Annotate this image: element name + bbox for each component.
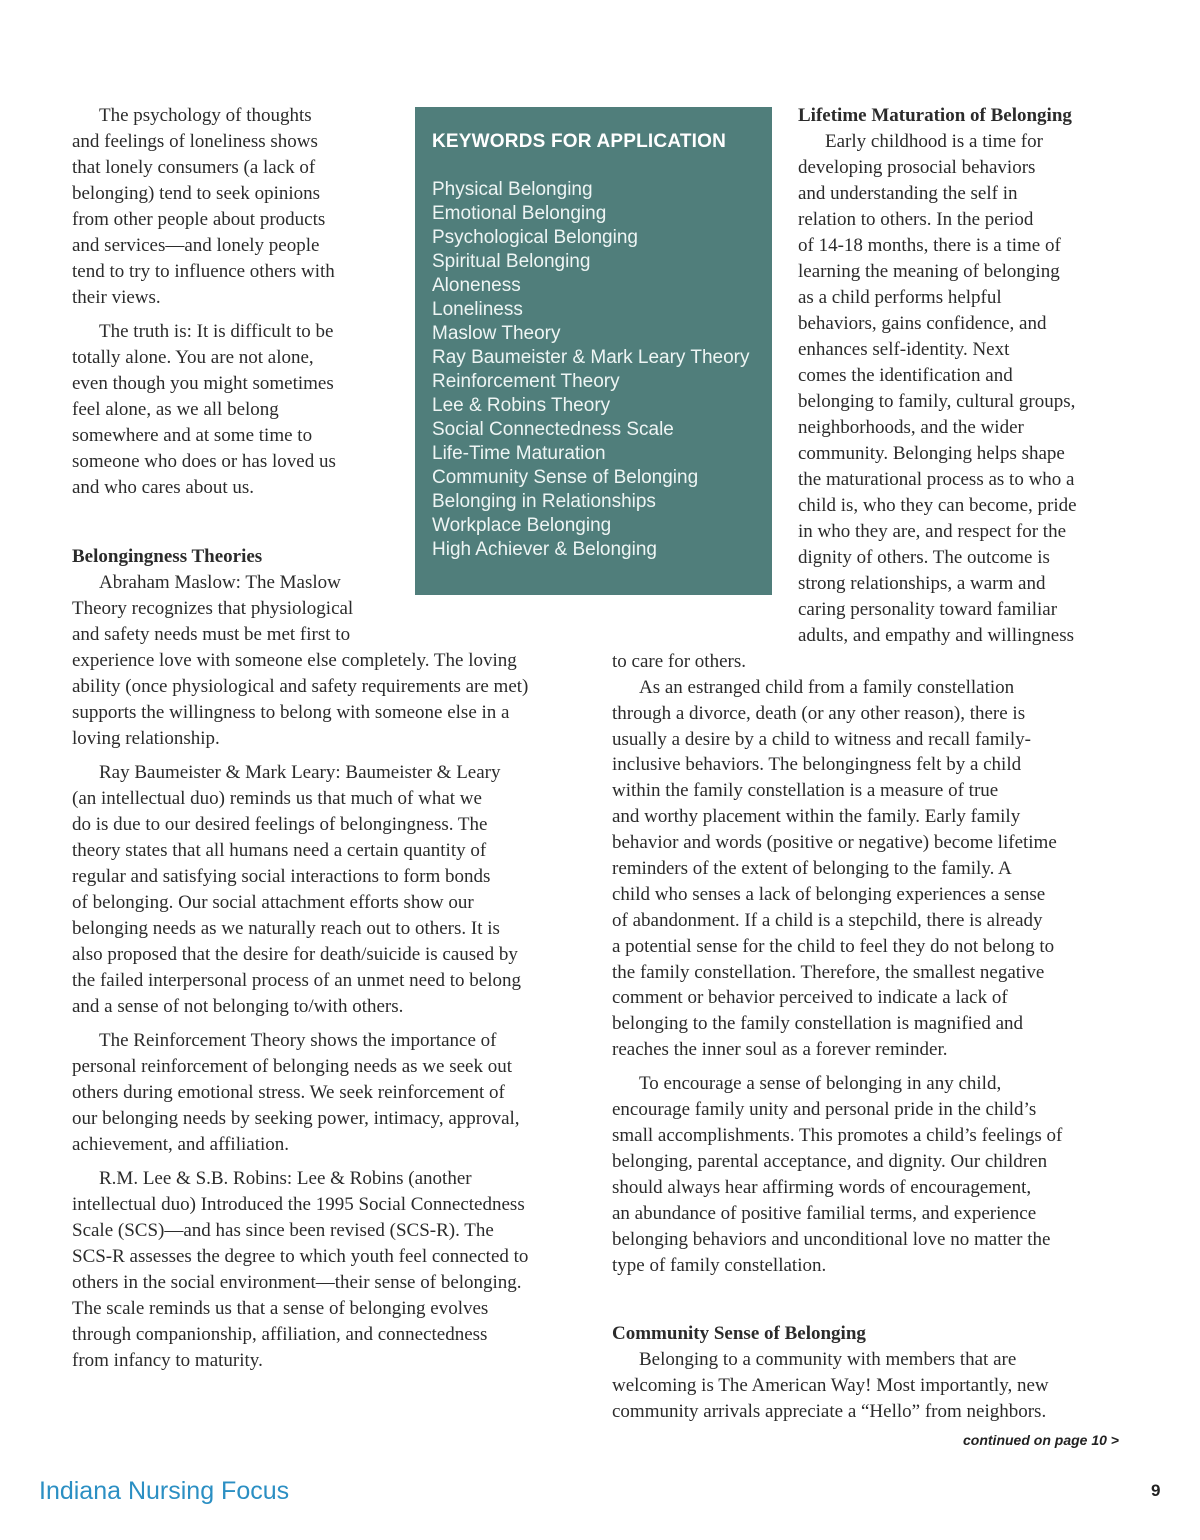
text-line: should always hear affirming words of encouragement,: [612, 1177, 1032, 1198]
text-line: of 14-18 months, there is a time of: [798, 235, 1061, 256]
text-line: enhances self-identity. Next: [798, 339, 1010, 360]
text-line: their views.: [72, 287, 161, 308]
text-line: achievement, and affiliation.: [72, 1134, 290, 1155]
text-line: in who they are, and respect for the: [798, 521, 1067, 542]
text-line: The Reinforcement Theory shows the importance of: [99, 1030, 497, 1051]
text-line: The psychology of thoughts: [99, 105, 312, 126]
keyword-item: Spiritual Belonging: [432, 251, 591, 272]
keyword-item: Maslow Theory: [432, 323, 561, 344]
text-line: (an intellectual duo) reminds us that much of what we: [72, 788, 482, 809]
text-line: loving relationship.: [72, 728, 220, 749]
text-line: also proposed that the desire for death/suicide is caused by: [72, 944, 518, 965]
text-line: and feelings of loneliness shows: [72, 131, 318, 152]
text-line: reaches the inner soul as a forever reminder.: [612, 1039, 948, 1060]
keywords-sidebar: [415, 107, 772, 595]
section-heading-belongingness-theories: Belongingness Theories: [72, 546, 263, 567]
text-line: intellectual duo) Introduced the 1995 Social Connectedness: [72, 1194, 525, 1215]
text-line: neighborhoods, and the wider: [798, 417, 1024, 438]
keyword-item: Psychological Belonging: [432, 227, 638, 248]
keyword-item: Loneliness: [432, 299, 523, 320]
text-line: adults, and empathy and willingness: [798, 625, 1074, 646]
text-line: belonging needs as we naturally reach out to others. It is: [72, 918, 500, 939]
text-line: supports the willingness to belong with someone else in a: [72, 702, 510, 723]
text-line: Ray Baumeister & Mark Leary: Baumeister & Leary: [99, 762, 501, 783]
text-line: someone who does or has loved us: [72, 451, 336, 472]
text-line: the family constellation. Therefore, the smallest negative: [612, 962, 1045, 983]
keyword-item: Workplace Belonging: [432, 515, 612, 536]
text-line: somewhere and at some time to: [72, 425, 313, 446]
text-line: others in the social environment—their sense of belonging.: [72, 1272, 522, 1293]
text-line: experience love with someone else completely. The loving: [72, 650, 517, 671]
keyword-item: Physical Belonging: [432, 179, 593, 200]
text-line: R.M. Lee & S.B. Robins: Lee & Robins (another: [99, 1168, 472, 1189]
text-line: belonging, parental acceptance, and dignity. Our children: [612, 1151, 1048, 1172]
text-line: through a divorce, death (or any other reason), there is: [612, 703, 1026, 724]
text-line: inclusive behaviors. The belongingness felt by a child: [612, 754, 1022, 775]
text-line: the maturational process as to who a: [798, 469, 1075, 490]
text-line: that lonely consumers (a lack of: [72, 157, 316, 178]
text-line: from infancy to maturity.: [72, 1350, 263, 1371]
text-line: relation to others. In the period: [798, 209, 1034, 230]
keyword-item: Social Connectedness Scale: [432, 419, 674, 440]
keyword-item: High Achiever & Belonging: [432, 539, 657, 560]
text-line: reminders of the extent of belonging to the family. A: [612, 858, 1012, 879]
publication-title: Indiana Nursing Focus: [39, 1477, 290, 1505]
text-line: comment or behavior perceived to indicate a lack of: [612, 987, 1008, 1008]
text-line: welcoming is The American Way! Most importantly, new: [612, 1375, 1049, 1396]
keyword-item: Community Sense of Belonging: [432, 467, 699, 488]
keyword-item: Ray Baumeister & Mark Leary Theory: [432, 347, 750, 368]
text-line: totally alone. You are not alone,: [72, 347, 314, 368]
text-line: as a child performs helpful: [798, 287, 1002, 308]
text-line: and worthy placement within the family. Early family: [612, 806, 1021, 827]
text-line: theory states that all humans need a certain quantity of: [72, 840, 487, 861]
text-line: Abraham Maslow: The Maslow: [99, 572, 341, 593]
text-line: personal reinforcement of belonging needs as we seek out: [72, 1056, 513, 1077]
keyword-item: Lee & Robins Theory: [432, 395, 611, 416]
keyword-item: Aloneness: [432, 275, 521, 296]
text-line: Early childhood is a time for: [825, 131, 1043, 152]
text-line: Theory recognizes that physiological: [72, 598, 354, 619]
text-line: within the family constellation is a measure of true: [612, 780, 999, 801]
text-line: As an estranged child from a family constellation: [639, 677, 1015, 698]
text-line: an abundance of positive familial terms, and experience: [612, 1203, 1037, 1224]
text-line: and understanding the self in: [798, 183, 1018, 204]
text-line: strong relationships, a warm and: [798, 573, 1046, 594]
keyword-item: Belonging in Relationships: [432, 491, 656, 512]
text-line: of belonging. Our social attachment efforts show our: [72, 892, 474, 913]
text-line: feel alone, as we all belong: [72, 399, 279, 420]
text-line: to care for others.: [612, 651, 746, 672]
text-line: To encourage a sense of belonging in any child,: [639, 1073, 1002, 1094]
text-line: community. Belonging helps shape: [798, 443, 1065, 464]
text-line: community arrivals appreciate a “Hello” from neighbors.: [612, 1401, 1047, 1422]
text-line: type of family constellation.: [612, 1255, 827, 1276]
text-line: child is, who they can become, pride: [798, 495, 1077, 516]
text-line: SCS-R assesses the degree to which youth feel connected to: [72, 1246, 529, 1267]
text-line: belonging) tend to seek opinions: [72, 183, 321, 204]
text-line: dignity of others. The outcome is: [798, 547, 1050, 568]
text-line: behaviors, gains confidence, and: [798, 313, 1047, 334]
text-line: The truth is: It is difficult to be: [99, 321, 334, 342]
text-line: learning the meaning of belonging: [798, 261, 1060, 282]
text-line: ability (once physiological and safety requirements are met): [72, 676, 529, 697]
section-heading-community-belonging: Community Sense of Belonging: [612, 1323, 866, 1344]
text-line: usually a desire by a child to witness and recall family-: [612, 729, 1031, 750]
text-line: caring personality toward familiar: [798, 599, 1058, 620]
text-line: developing prosocial behaviors: [798, 157, 1036, 178]
text-line: The scale reminds us that a sense of belonging evolves: [72, 1298, 489, 1319]
text-line: do is due to our desired feelings of belongingness. The: [72, 814, 488, 835]
text-line: others during emotional stress. We seek reinforcement of: [72, 1082, 505, 1103]
text-line: belonging behaviors and unconditional love no matter the: [612, 1229, 1051, 1250]
keyword-item: Life-Time Maturation: [432, 443, 606, 464]
text-line: through companionship, affiliation, and connectedness: [72, 1324, 488, 1345]
text-line: tend to try to influence others with: [72, 261, 335, 282]
text-line: Scale (SCS)—and has since been revised (SCS-R). The: [72, 1220, 494, 1241]
text-line: child who senses a lack of belonging experiences a sense: [612, 884, 1046, 905]
text-line: from other people about products: [72, 209, 326, 230]
text-line: small accomplishments. This promotes a child’s feelings of: [612, 1125, 1063, 1146]
keywords-title: KEYWORDS FOR APPLICATION: [432, 131, 727, 152]
text-line: Belonging to a community with members that are: [639, 1349, 1017, 1370]
text-line: and a sense of not belonging to/with others.: [72, 996, 404, 1017]
keyword-item: Reinforcement Theory: [432, 371, 620, 392]
text-line: a potential sense for the child to feel they do not belong to: [612, 936, 1055, 957]
text-line: comes the identification and: [798, 365, 1013, 386]
text-line: even though you might sometimes: [72, 373, 334, 394]
keyword-item: Emotional Belonging: [432, 203, 607, 224]
text-line: our belonging needs by seeking power, intimacy, approval,: [72, 1108, 520, 1129]
text-line: and safety needs must be met first to: [72, 624, 351, 645]
continued-link[interactable]: continued on page 10 >: [963, 1432, 1119, 1448]
text-line: belonging to the family constellation is magnified and: [612, 1013, 1024, 1034]
section-heading-lifetime-maturation: Lifetime Maturation of Belonging: [798, 105, 1072, 126]
text-line: and who cares about us.: [72, 477, 255, 498]
text-line: regular and satisfying social interactions to form bonds: [72, 866, 491, 887]
text-line: and services—and lonely people: [72, 235, 320, 256]
text-line: behavior and words (positive or negative) become lifetime: [612, 832, 1057, 853]
text-line: the failed interpersonal process of an unmet need to belong: [72, 970, 521, 991]
text-line: encourage family unity and personal pride in the child’s: [612, 1099, 1037, 1120]
text-line: of abandonment. If a child is a stepchild, there is already: [612, 910, 1043, 931]
page-number: 9: [1151, 1481, 1161, 1500]
text-line: belonging to family, cultural groups,: [798, 391, 1076, 412]
